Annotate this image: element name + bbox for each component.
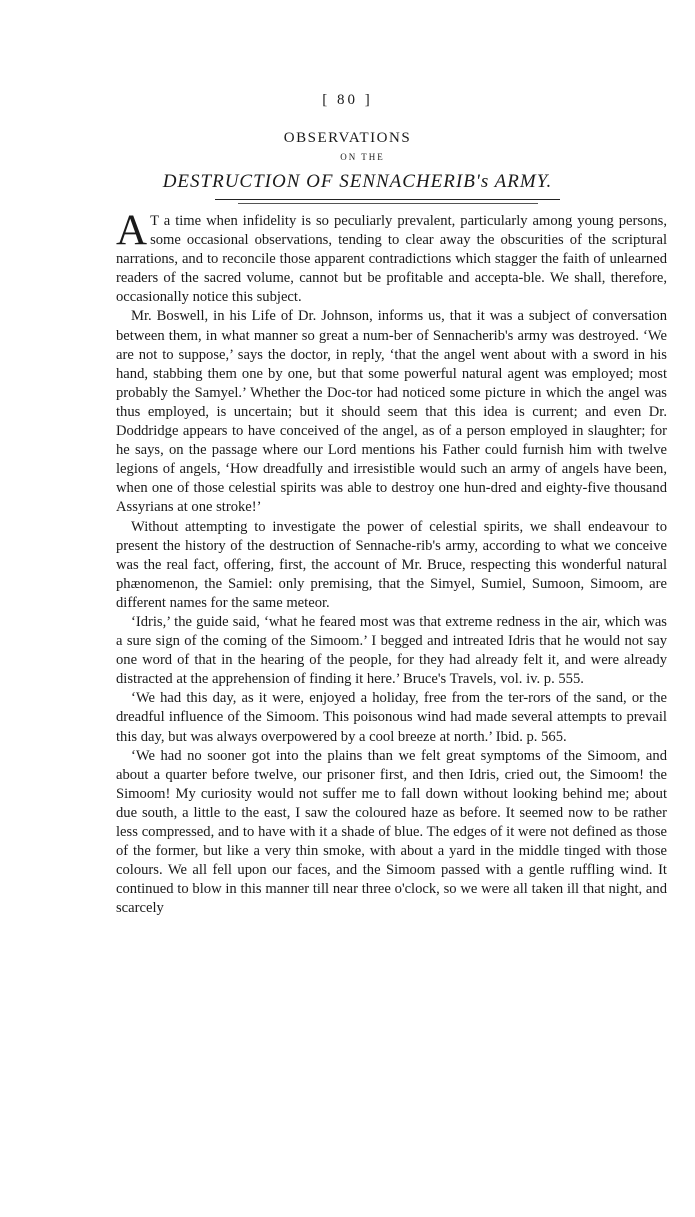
drop-cap: A [116, 207, 148, 254]
paragraph-2: Mr. Boswell, in his Life of Dr. Johnson, informs us, that it was a subject of conversation between them, in what manner so great a num-ber of Sennacherib's army was destroyed. ‘We are not to suppose,’ says the doctor, in reply, ‘that the angel went about with a sword in his hand, stabbing them one by one, but that some powerful natural agent was employed; most probably the Samyel.’ Whether the Doc-tor had noticed some picture in which the angel was thus employed, is uncertain; but it should seem that this idea is current; and even Dr. Doddridge appears to have conceived of the angel, as of a person employed in slaughter; for he says, on the passage where our Lord mentions his Father could furnish him with twelve legions of angels, ‘How dreadfully and irresistible would such an army of angels have been, when one of those celestial spirits was able to destroy one hun-dred and eighty-five thousand Assyrians at one stroke!’ [116, 308, 667, 516]
title-rule [215, 199, 560, 200]
paragraph-1-text: T a time when infidelity is so peculiarly prevalent, particularly among young persons, some occasional observations, tending to clear away the obscurities of the scriptural narrations, and to reconcile those apparent contradictions which stagger the faith of unlearned readers of the sacred volume, cannot but be profitable and accepta-ble. We shall, therefore, occasionally notice this subject. [116, 213, 667, 306]
paragraph-6: ‘We had no sooner got into the plains than we felt great symptoms of the Simoom, and about a quarter before twelve, our prisoner first, and then Idris, cried out, the Simoom! the Simoom! My curiosity would not suffer me to fall down without looking behind me; about due south, a little to the east, I saw the coloured haze as before. It seemed now to be rather less compressed, and to have with it a shade of blue. The edges of it were not defined as those of the former, but like a very thin smoke, with about a yard in the middle tinged with those colours. We all fell upon our faces, and the Simoom passed with a gentle ruffling wind. It continued to blow in this manner till near three o'clock, so we were all taken ill that night, and scarcely [116, 747, 667, 917]
title-destruction: DESTRUCTION OF SENNACHERIB's ARMY. [162, 171, 553, 192]
page-number: [ 80 ] [322, 92, 373, 108]
paragraph-3: Without attempting to investigate the power of celestial spirits, we shall endeavour to present the history of the destruction of Sennache-rib's army, according to what we conceive was the real fact, offering, first, the account of Mr. Bruce, respecting this wonderful natural phænomenon, the Samiel: only premising, that the Simyel, Sumiel, Sumoon, Simoom, are different names for the same meteor. [116, 518, 667, 611]
paragraph-4: ‘Idris,’ the guide said, ‘what he feared most was that extreme redness in the air, which was a sure sign of the coming of the Simoom.’ I begged and intreated Idris that he would not say one word of that in the hearing of the people, for they had already felt it, and were already distracted at the apprehension of finding it here.’ Bruce's Travels, vol. iv. p. 555. [116, 613, 667, 688]
paragraph-5: ‘We had this day, as it were, enjoyed a holiday, free from the ter-rors of the sand, or the dreadful influence of the Simoom. This poisonous wind had made several attempts to prevail this day, but was always overpowered by a cool breeze at north.’ Ibid. p. 565. [116, 690, 667, 745]
paragraph-1 [116, 207, 667, 307]
title-rule-thin [238, 203, 538, 204]
article-body [116, 207, 667, 918]
title-on-the: ON THE [340, 152, 385, 162]
title-observations: OBSERVATIONS [283, 130, 412, 146]
